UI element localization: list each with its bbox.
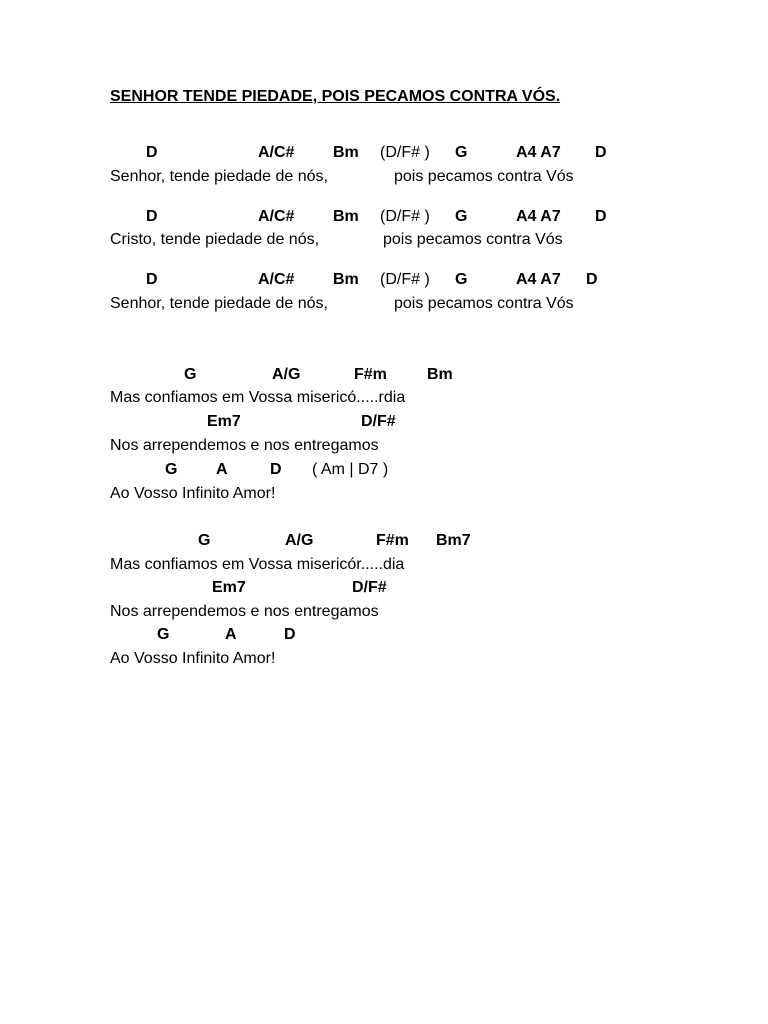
chord: A [216,461,228,478]
lyric-line: pois pecamos contra Vós [394,295,574,312]
lyric-line: Mas confiamos em Vossa misericór.....dia [110,556,405,573]
chord: A4 A7 [516,208,561,225]
chord: (D/F# ) [380,271,430,288]
lyric-line: Senhor, tende piedade de nós, [110,168,328,185]
chord: G [198,532,211,549]
chord: A/C# [258,144,295,161]
chord: Bm [333,271,359,288]
chord: D [146,208,158,225]
lyric-line: Nos arrependemos e nos entregamos [110,437,379,454]
lyric-line: Senhor, tende piedade de nós, [110,295,328,312]
chord: A/G [285,532,314,549]
chord: G [455,271,468,288]
lyric-line: Ao Vosso Infinito Amor! [110,650,276,667]
chord: D [595,144,607,161]
chord: D [146,144,158,161]
lyric-line: Cristo, tende piedade de nós, [110,231,320,248]
chord: G [455,144,468,161]
chord: Em7 [207,413,241,430]
chord: A/C# [258,208,295,225]
chord: D/F# [361,413,396,430]
chord: G [157,626,170,643]
lyric-line: Ao Vosso Infinito Amor! [110,485,276,502]
chord: A4 A7 [516,271,561,288]
lyric-line: Nos arrependemos e nos entregamos [110,603,379,620]
lyric-line: pois pecamos contra Vós [394,168,574,185]
chord: Bm [333,144,359,161]
chord: G [184,366,197,383]
chord: D [595,208,607,225]
chord: A/C# [258,271,295,288]
chord: (D/F# ) [380,144,430,161]
chord: Bm [427,366,453,383]
chord: G [455,208,468,225]
chord: A4 A7 [516,144,561,161]
chord: Bm7 [436,532,471,549]
chord: D/F# [352,579,387,596]
chord: G [165,461,178,478]
chord: A [225,626,237,643]
chord: D [586,271,598,288]
chord: Em7 [212,579,246,596]
lyric-line: Mas confiamos em Vossa misericó.....rdia [110,389,406,406]
chord: A/G [272,366,301,383]
chord: Bm [333,208,359,225]
chord: F#m [354,366,387,383]
song-title: SENHOR TENDE PIEDADE, POIS PECAMOS CONTRA VÓS. [110,88,561,105]
chord: D [284,626,296,643]
chord: ( Am | D7 ) [312,461,389,478]
chord: (D/F# ) [380,208,430,225]
chord: D [146,271,158,288]
chord: F#m [376,532,409,549]
lyric-line: pois pecamos contra Vós [383,231,563,248]
chord: D [270,461,282,478]
